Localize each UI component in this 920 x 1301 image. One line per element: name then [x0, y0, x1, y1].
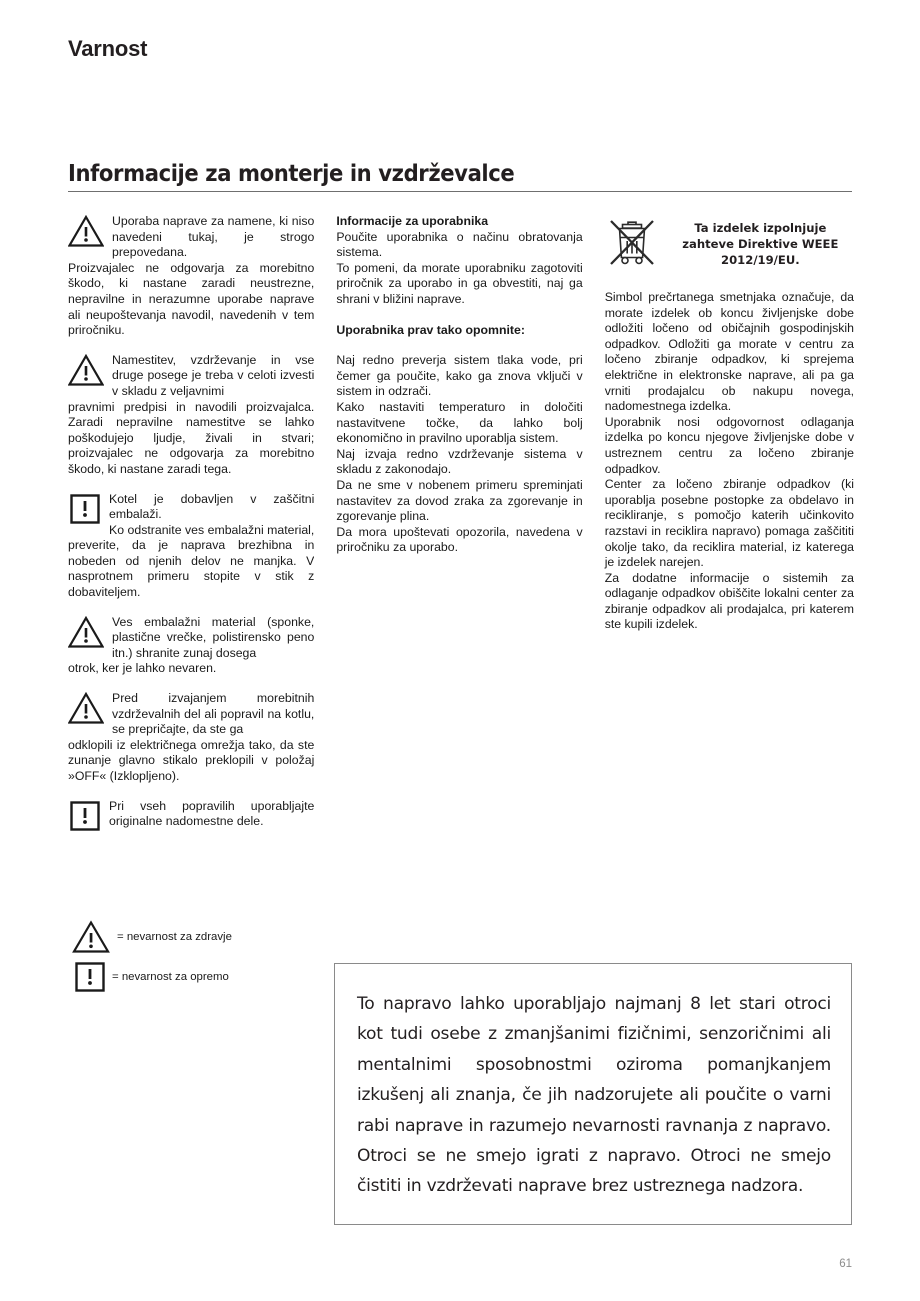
section-title-block — [68, 160, 852, 192]
weee-para-4: Za dodatne informacije o sistemih za odlaganje odpadkov obiščite lokalni center za zbiranje odpadkov ali prodajalca, pri katerem ste kupili izdelek. — [604, 570, 855, 632]
warning-block — [68, 691, 314, 785]
spacer — [336, 308, 582, 323]
warning-block — [68, 353, 314, 478]
legend-item-equipment-hazard — [72, 957, 372, 997]
user-info-para-1: Poučite uporabnika o načinu obratovanja sistema. — [336, 229, 583, 260]
warning-triangle-icon — [68, 354, 104, 386]
user-reminder-4: Da ne sme v nobenem primeru spreminjati nastavitev za dovod zraka za zgorevanje in zgorevanje plina. — [336, 477, 583, 524]
crossed-out-wheelie-bin-icon — [605, 216, 659, 272]
warning-square-icon — [70, 494, 100, 524]
content-columns — [68, 214, 854, 831]
legend-item-health-hazard — [72, 917, 372, 957]
warning-text: Pri vseh popravilih uporabljajte originalne nadomestne dele. — [109, 798, 315, 829]
page-number: 61 — [839, 1258, 852, 1270]
warning-text: Uporaba naprave za namene, ki niso navedeni tukaj, je strogo prepovedana. — [112, 214, 315, 260]
weee-para-2: Uporabnik nosi odgovornost odlaganja izdelka po koncu njegove življenjske dobe v ustreznem centru za ločeno zbiranje odpadkov. — [604, 414, 855, 476]
user-info-para-2: To pomeni, da morate uporabniku zagotoviti priročnik za uporabo in ga obvestiti, naj ga shrani v bližini naprave. — [336, 260, 583, 306]
warning-triangle-icon — [72, 920, 110, 954]
column-weee-disposal — [605, 214, 854, 831]
running-head: Varnost — [68, 36, 148, 61]
column-user-information — [336, 214, 582, 831]
warning-text-cont: odklopili iz električnega omrežja tako, da ste zunanje glavno stikalo preklopili v položaj »OFF« (Izklopljeno). — [68, 737, 315, 783]
spacer — [336, 338, 582, 353]
legend-label: = nevarnost za zdravje — [117, 931, 232, 943]
warning-text: Namestitev, vzdrževanje in vse druge posege je treba v celoti izvesti v skladu z veljavnimi — [112, 352, 315, 398]
title-divider — [68, 191, 852, 192]
warning-triangle-icon — [68, 692, 104, 724]
user-reminder-3: Naj izvaja redno vzdrževanje sistema v skladu z zakonodajo. — [336, 446, 583, 477]
safety-notice-paragraph: To napravo lahko uporabljajo najmanj 8 let stari otroci kot tudi osebe z zmanjšanimi fizičnimi, senzoričnimi ali mentalnimi sposobnostmi oziroma pomanjkanjem izkušenj ali znanja, če jih nadzorujete ali poučite o varni rabi naprave in razumejo nevarnosti ravnanja z napravo. Otroci se ne smejo igrati z napravo. Otroci ne smejo čistiti in vzdrževati naprave brez ustreznega nadzora. — [357, 994, 831, 1197]
warning-text: Kotel je dobavljen v zaščitni embalaži. — [109, 491, 315, 522]
user-info-heading: Informacije za uporabnika — [336, 214, 489, 228]
warning-block — [68, 492, 314, 601]
page-title: Informacije za monterje in vzdrževalce — [68, 159, 515, 187]
warning-text-cont: otrok, ker je lahko nevaren. — [68, 661, 217, 676]
warning-text-cont: Ko odstranite ves embalažni material, preverite, da je naprava brezhibna in nobeden od njenih delov ne manjka. V nasprotnem primeru stopite v stik z dobaviteljem. — [68, 522, 315, 600]
user-reminder-1: Naj redno preverja sistem tlaka vode, pri čemer ga poučite, kako ga znova vključi v sistem in odzrači. — [336, 353, 583, 399]
icon-legend — [72, 917, 372, 997]
warning-triangle-icon — [68, 616, 104, 648]
warning-block — [68, 214, 314, 339]
column-installer-warnings — [68, 214, 314, 831]
warning-text-cont: Proizvajalec ne odgovarja za morebitno škodo, ki nastane zaradi neustrezne, nepravilne in nerazumne uporabe naprave ali neupoštevanja navodil, navedenih v tem priročniku. — [68, 260, 315, 338]
warning-block — [68, 799, 314, 831]
weee-banner — [605, 214, 854, 272]
warning-square-icon — [70, 801, 100, 831]
weee-para-1: Simbol prečrtanega smetnjaka označuje, da morate izdelek ob koncu življenjske dobe odložiti ločeno od običajnih gospodinjskih odpadkov. Odložiti ga morate v centru za ločeno zbiranje odpadkov, ki sprejema električne in elektronske naprave, ali pa ga vrniti prodajalcu ob nakupu novega, nadomestnega izdelka. — [604, 290, 855, 414]
warning-text: Pred izvajanjem morebitnih vzdrževalnih del ali popravil na kotlu, se prepričajte, da ste ga — [112, 691, 315, 737]
warning-triangle-icon — [68, 215, 104, 247]
user-reminder-2: Kako nastaviti temperaturo in določiti nastavitvene točke, da lahko bolj ekonomično in pravilno uporablja sistem. — [336, 399, 583, 446]
user-reminder-5: Da mora upoštevati opozorila, navedena v priročniku za uporabo. — [336, 524, 583, 555]
legend-label: = nevarnost za opremo — [112, 971, 229, 983]
weee-para-3: Center za ločeno zbiranje odpadkov (ki uporablja posebne postopke za obdelavo in recikliranje, s pomočjo katerih učinkovito razstavi in reciklira napravo) pomaga zaščititi okolje tako, da reciklira material, iz katerega je izdelek narejen. — [604, 477, 855, 570]
weee-caption: Ta izdelek izpolnjuje zahteve Direktive WEEE 2012/19/EU. — [682, 221, 839, 267]
safety-notice-text — [357, 989, 831, 1202]
safety-notice-box — [334, 963, 852, 1225]
warning-square-icon — [75, 962, 105, 992]
warning-block — [68, 615, 314, 677]
warning-text-cont: pravnimi predpisi in navodili proizvajalca. Zaradi nepravilne namestitve se lahko poškodujejo ljudje, živali in stvari; proizvajalec ne odgovarja za morebitno škodo, ki nastane zaradi tega. — [68, 399, 315, 476]
warning-text: Ves embalažni material (sponke, plastične vrečke, polistirensko peno itn.) shranite zunaj dosega — [112, 614, 315, 660]
user-reminders-heading: Uporabnika prav tako opomnite: — [336, 322, 525, 337]
